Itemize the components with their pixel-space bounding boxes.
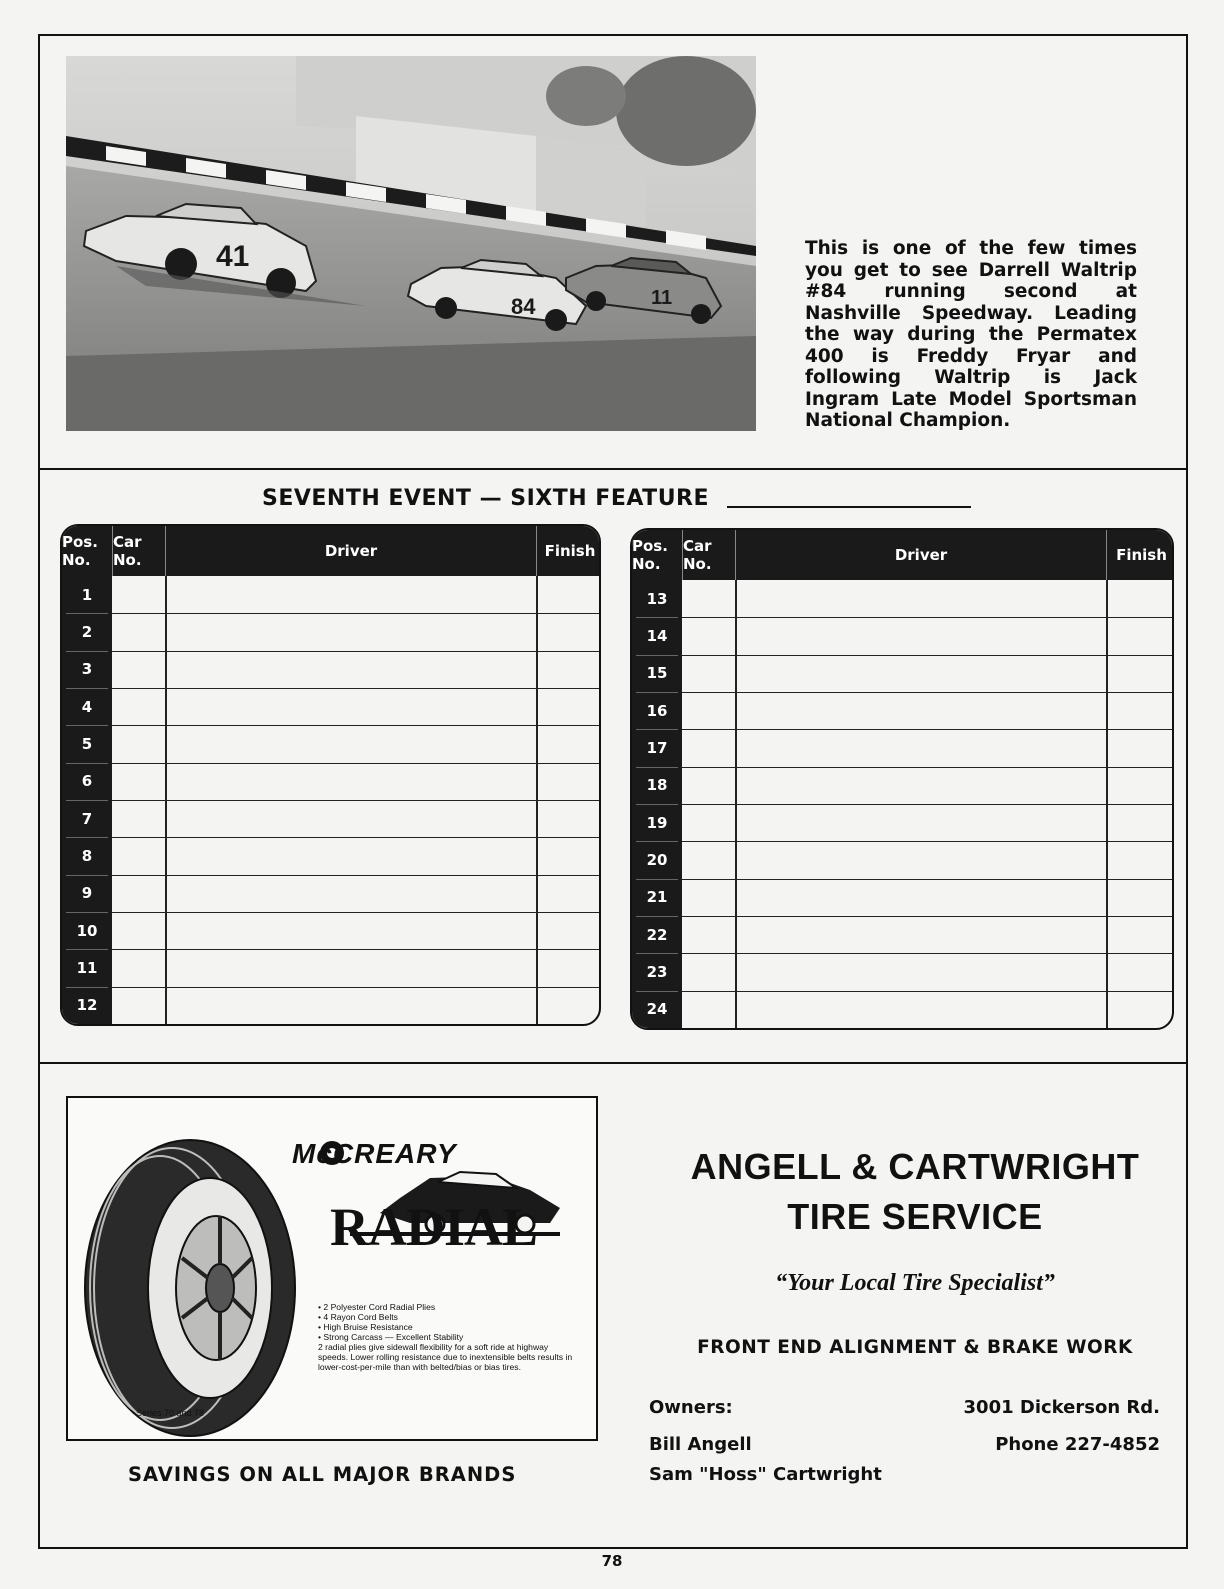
table-row-line bbox=[682, 916, 1172, 917]
table-row-line bbox=[682, 879, 1172, 880]
section-divider-bottom bbox=[38, 1062, 1188, 1064]
page-number: 78 bbox=[601, 1552, 623, 1570]
position-separator bbox=[66, 987, 108, 988]
table-row-line bbox=[112, 725, 599, 726]
table-row-line bbox=[682, 617, 1172, 618]
position-number: 11 bbox=[76, 958, 98, 977]
position-separator bbox=[636, 991, 678, 992]
header-pos: Pos. No. bbox=[62, 533, 98, 569]
table-row-line bbox=[682, 953, 1172, 954]
position-number: 7 bbox=[81, 809, 93, 828]
business-address: 3001 Dickerson Rd. bbox=[963, 1397, 1160, 1418]
business-phone: Phone 227-4852 bbox=[995, 1434, 1160, 1455]
position-number: 16 bbox=[646, 701, 668, 720]
car-number-41: 41 bbox=[216, 240, 250, 273]
table-row-line bbox=[112, 912, 599, 913]
table-row-line bbox=[112, 800, 599, 801]
position-number: 3 bbox=[81, 660, 93, 679]
position-number: 23 bbox=[646, 962, 668, 981]
table-row-line bbox=[682, 841, 1172, 842]
feature-list bbox=[318, 1302, 580, 1372]
table-row-line bbox=[112, 763, 599, 764]
header-car: Car No. bbox=[683, 537, 712, 573]
position-number: 12 bbox=[76, 996, 98, 1015]
business-services: FRONT END ALIGNMENT & BRAKE WORK bbox=[697, 1337, 1133, 1358]
brand-name: McCREARY bbox=[292, 1138, 457, 1169]
car-number-84: 84 bbox=[511, 294, 536, 319]
header-driver: Driver bbox=[324, 542, 378, 560]
header-finish: Finish bbox=[1116, 546, 1167, 564]
results-table-right bbox=[630, 528, 1174, 1030]
position-separator bbox=[636, 617, 678, 618]
position-separator bbox=[636, 879, 678, 880]
position-separator bbox=[636, 655, 678, 656]
position-separator bbox=[636, 804, 678, 805]
position-number: 20 bbox=[646, 850, 668, 869]
position-number: 21 bbox=[646, 888, 668, 907]
position-separator bbox=[66, 800, 108, 801]
section-divider-top bbox=[38, 468, 1188, 470]
table-row-line bbox=[682, 729, 1172, 730]
position-separator bbox=[66, 688, 108, 689]
position-separator bbox=[66, 837, 108, 838]
position-separator bbox=[66, 875, 108, 876]
position-separator bbox=[66, 725, 108, 726]
position-number: 9 bbox=[81, 884, 93, 903]
position-number: 6 bbox=[81, 772, 93, 791]
table-row-line bbox=[682, 991, 1172, 992]
position-number: 14 bbox=[646, 626, 668, 645]
business-name bbox=[620, 1142, 1210, 1242]
product-name: RADIAL bbox=[330, 1197, 538, 1257]
business-name-line2: TIRE SERVICE bbox=[787, 1196, 1043, 1237]
business-name-line1: ANGELL & CARTWRIGHT bbox=[690, 1146, 1140, 1187]
position-separator bbox=[636, 767, 678, 768]
event-title-blank-line bbox=[727, 506, 971, 508]
business-slogan: “Your Local Tire Specialist” bbox=[775, 1270, 1055, 1296]
owner-name: Bill Angell bbox=[649, 1434, 752, 1455]
table-row-line bbox=[682, 655, 1172, 656]
position-number: 13 bbox=[646, 589, 668, 608]
photo-caption: This is one of the few times you get to see Darrell Waltrip #84 running second at Nashville Speedway. Leading the way during the Permatex 400 is Freddy Fryar and following Waltrip is Jack Ingram Late Model Sportsman National Champion. bbox=[805, 238, 1137, 431]
car-number-11: 11 bbox=[651, 287, 673, 309]
position-separator bbox=[636, 841, 678, 842]
position-separator bbox=[66, 949, 108, 950]
position-number: 8 bbox=[81, 846, 93, 865]
header-finish: Finish bbox=[544, 542, 596, 560]
results-table-left bbox=[60, 524, 601, 1026]
table-row-line bbox=[112, 875, 599, 876]
position-number: 5 bbox=[81, 734, 93, 753]
position-number: 4 bbox=[81, 697, 93, 716]
table-row-line bbox=[112, 613, 599, 614]
header-driver: Driver bbox=[894, 546, 948, 564]
header-pos: Pos. No. bbox=[632, 537, 668, 573]
position-separator bbox=[66, 763, 108, 764]
position-number: 18 bbox=[646, 776, 668, 795]
position-number: 2 bbox=[81, 622, 93, 641]
race-photo bbox=[66, 56, 756, 431]
table-row-line bbox=[112, 837, 599, 838]
feature-item: • High Bruise Resistance bbox=[318, 1322, 413, 1332]
table-header bbox=[62, 526, 599, 576]
position-number: 22 bbox=[646, 925, 668, 944]
position-separator bbox=[636, 916, 678, 917]
position-number: 10 bbox=[76, 921, 98, 940]
position-separator bbox=[66, 912, 108, 913]
table-header bbox=[632, 530, 1172, 580]
table-row-line bbox=[112, 688, 599, 689]
feature-item: • 2 Polyester Cord Radial Plies bbox=[318, 1302, 436, 1312]
feature-item: • Strong Carcass — Excellent Stability bbox=[318, 1332, 464, 1342]
position-separator bbox=[636, 953, 678, 954]
table-row-line bbox=[682, 767, 1172, 768]
event-title: SEVENTH EVENT — SIXTH FEATURE bbox=[262, 486, 710, 511]
savings-text: SAVINGS ON ALL MAJOR BRANDS bbox=[128, 1463, 517, 1486]
owners-label: Owners: bbox=[649, 1397, 733, 1418]
owner-name: Sam "Hoss" Cartwright bbox=[649, 1464, 882, 1485]
position-separator bbox=[636, 692, 678, 693]
position-separator bbox=[66, 651, 108, 652]
feature-item: • 4 Rayon Cord Belts bbox=[318, 1312, 398, 1322]
feature-description: 2 radial plies give sidewall flexibility for a soft ride at highway speeds. Lower rolling resistance due to inextensible belts results in lower-cost-per-mile than with belted/bias or bias tires. bbox=[318, 1342, 573, 1372]
position-number: 1 bbox=[81, 585, 93, 604]
position-number: 17 bbox=[646, 738, 668, 757]
position-number: 15 bbox=[646, 664, 668, 683]
table-row-line bbox=[682, 804, 1172, 805]
series-label: Series 70 and 78 bbox=[136, 1408, 205, 1418]
table-row-line bbox=[112, 987, 599, 988]
position-number: 19 bbox=[646, 813, 668, 832]
position-number: 24 bbox=[646, 1000, 668, 1019]
table-row-line bbox=[112, 949, 599, 950]
position-separator bbox=[636, 729, 678, 730]
position-separator bbox=[66, 613, 108, 614]
table-row-line bbox=[112, 651, 599, 652]
header-car: Car No. bbox=[113, 533, 142, 569]
table-row-line bbox=[682, 692, 1172, 693]
